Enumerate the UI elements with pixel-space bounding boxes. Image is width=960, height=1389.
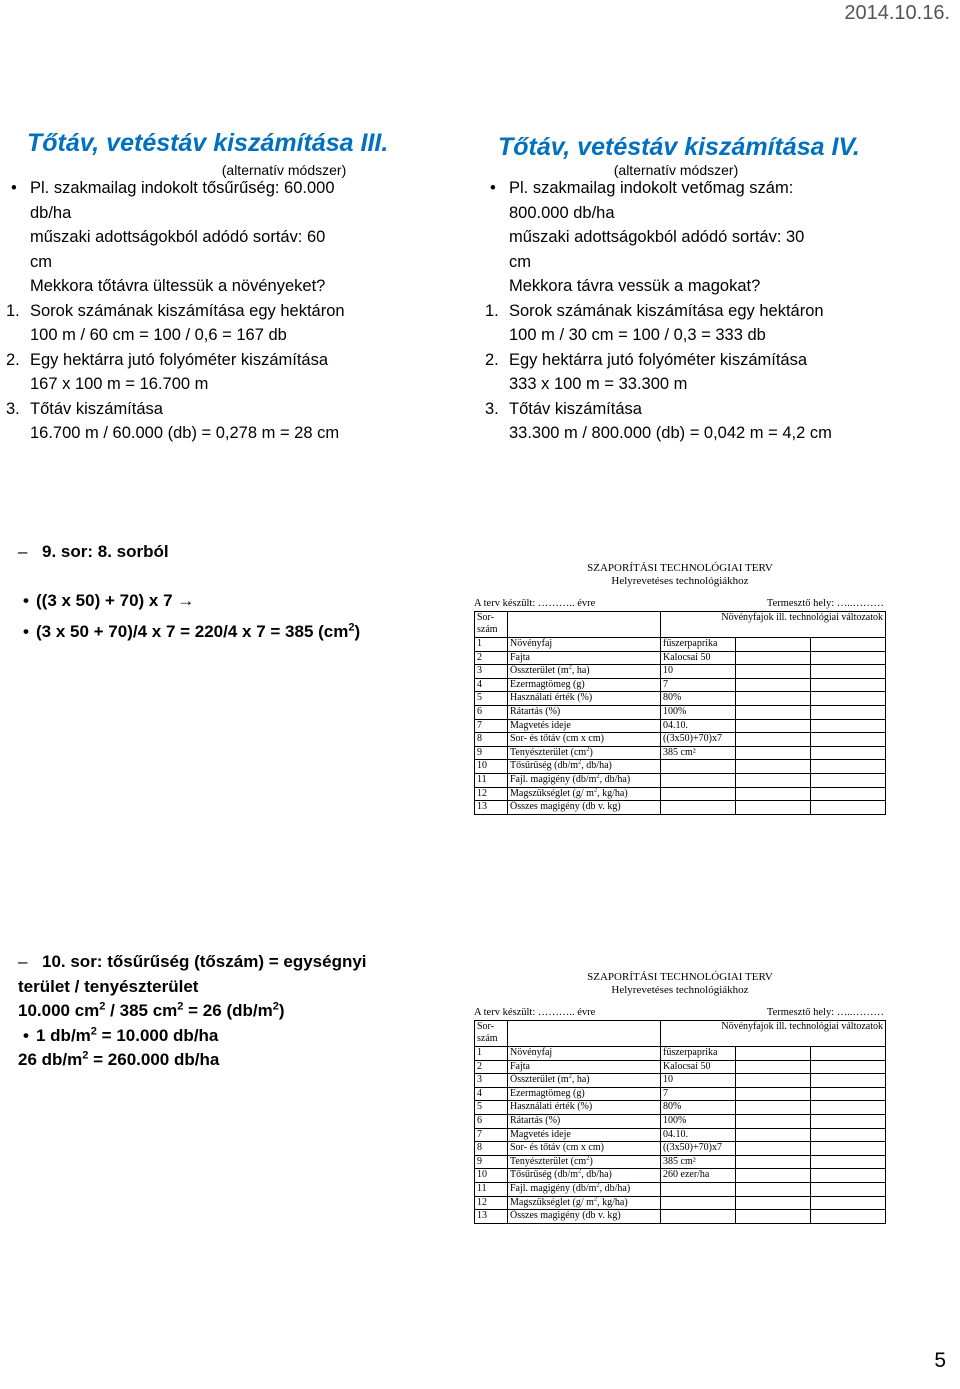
row-value-empty — [811, 1210, 886, 1224]
row-value-empty — [811, 760, 886, 774]
row-value: 80% — [661, 1101, 736, 1115]
plan-table — [474, 611, 886, 815]
row-value-empty — [736, 733, 811, 747]
row-value: Kalocsai 50 — [661, 651, 736, 665]
row-number: 5 — [475, 1101, 508, 1115]
row-value-empty — [736, 787, 811, 801]
slide3-line: 100 m / 60 cm = 100 / 0,6 = 167 db — [30, 326, 287, 344]
header-cell — [508, 612, 661, 638]
slide5-body — [18, 540, 384, 645]
row-number: 11 — [475, 773, 508, 787]
row-label: Ezermagtömeg (g) — [508, 1087, 661, 1101]
row-value: fűszerpaprika — [661, 1047, 736, 1061]
row-number: 3 — [475, 665, 508, 679]
table-row — [475, 651, 886, 665]
row-number: 9 — [475, 1155, 508, 1169]
row-number: 6 — [475, 705, 508, 719]
row-value-empty — [811, 692, 886, 706]
row-number: 7 — [475, 1128, 508, 1142]
row-value-empty — [811, 1047, 886, 1061]
row-value-empty — [811, 1101, 886, 1115]
row-label: Összes magigény (db v. kg) — [508, 1210, 661, 1224]
row-label: Tenyészterület $(cm^2)$ — [508, 746, 661, 760]
arrow-icon: → — [177, 590, 195, 610]
row-value-empty — [736, 651, 811, 665]
print-date: 2014.10.16. — [844, 2, 950, 24]
slide3-line: 16.700 m / 60.000 (db) = 0,278 m = 28 cm — [30, 424, 340, 442]
slide3-subtitle: (alternatív módszer) — [221, 162, 347, 178]
row-label: Fajl. magigény ($db/m^2$, db/ha) — [508, 773, 661, 787]
row-number: 6 — [475, 1114, 508, 1128]
row-number: 13 — [475, 801, 508, 815]
row-value-empty — [736, 638, 811, 652]
table-row — [475, 719, 886, 733]
row-number: 3 — [475, 1074, 508, 1088]
row-label: Rátartás (%) — [508, 1114, 661, 1128]
row-value-empty — [736, 1210, 811, 1224]
table-row — [475, 1142, 886, 1156]
slide4-line: cm — [509, 252, 531, 271]
table-row — [475, 1128, 886, 1142]
row-value-empty — [811, 1087, 886, 1101]
row-number: 1 — [475, 638, 508, 652]
row-value — [661, 801, 736, 815]
slide3-body — [6, 176, 345, 446]
list-number: 3. — [485, 399, 499, 418]
row-label: Fajta — [508, 651, 661, 665]
row-value: ((3x50)+70)x7 — [661, 1142, 736, 1156]
row-value-empty — [736, 719, 811, 733]
row-label: Használati érték (%) — [508, 692, 661, 706]
table-row — [475, 760, 886, 774]
dash-icon: – — [18, 952, 28, 971]
row-number: 12 — [475, 787, 508, 801]
row-value-empty — [736, 1060, 811, 1074]
row-number: 4 — [475, 1087, 508, 1101]
row-value-empty — [811, 705, 886, 719]
row-value-empty — [811, 773, 886, 787]
list-number: 2. — [485, 350, 499, 369]
slide6-line: 26 $db/m^2 = 260.000$ db/ha — [18, 1049, 220, 1069]
table-row — [475, 1182, 886, 1196]
row-value: 7 — [661, 1087, 736, 1101]
slide4-line: 2. Egy hektárra jutó folyóméter kiszámítása — [509, 348, 832, 373]
table-row — [475, 1196, 886, 1210]
dash-icon: – — [18, 542, 28, 561]
row-value: 10 — [661, 1074, 736, 1088]
header-cell — [508, 1021, 661, 1047]
row-value-empty — [736, 1101, 811, 1115]
row-value-empty — [811, 746, 886, 760]
row-label: Tősűrűség ($db/m^2$, db/ha) — [508, 760, 661, 774]
row-label: Növényfaj — [508, 1047, 661, 1061]
slide5-heading: – 9. sor: 8. sorból — [42, 540, 384, 565]
list-number: 1. — [485, 301, 499, 320]
row-value-empty — [811, 1196, 886, 1210]
row-value: 04.10. — [661, 1128, 736, 1142]
slide3-line: 1. Sorok számának kiszámítása egy hektáron — [30, 299, 345, 324]
plan-meta — [474, 1007, 886, 1019]
row-value: 385 cm² — [661, 746, 736, 760]
slide6-line: 10.000 $cm^2 / 385$ $cm^2 = 26$ $(db/m^2)$ — [18, 1000, 285, 1020]
row-number: 1 — [475, 1047, 508, 1061]
slide5-line: • ((3 x 50) + 70) x 7 → — [18, 589, 360, 614]
row-value-empty — [811, 1182, 886, 1196]
row-number: 7 — [475, 719, 508, 733]
row-value — [661, 1210, 736, 1224]
plan-title: SZAPORÍTÁSI TECHNOLÓGIAI TERV — [587, 971, 773, 983]
row-label: Magszükséglet (g/ $m^2$, kg/ha) — [508, 787, 661, 801]
slide3-line: cm — [30, 252, 52, 271]
row-value-empty — [736, 746, 811, 760]
row-value: 385 cm² — [661, 1155, 736, 1169]
header-cell: Növényfajok ill. technológiai változatok — [661, 1021, 886, 1047]
slide4-line: Mekkora távra vessük a magokat? — [509, 277, 761, 295]
slide3-line: Mekkora tőtávra ültessük a növényeket? — [30, 277, 326, 295]
slide4-line: 33.300 m / 800.000 (db) = 0,042 m = 4,2 cm — [509, 424, 832, 442]
bullet-icon: • — [490, 179, 496, 197]
row-value — [661, 1196, 736, 1210]
row-value: 04.10. — [661, 719, 736, 733]
row-value-empty — [811, 1128, 886, 1142]
slide3-line: 3. Tőtáv kiszámítása — [30, 397, 345, 422]
table-row — [475, 705, 886, 719]
row-value: ((3x50)+70)x7 — [661, 733, 736, 747]
plan-subtitle: Helyrevetéses technológiákhoz — [611, 984, 749, 996]
table-row — [475, 801, 886, 815]
slide6-body — [18, 950, 367, 1073]
page-number: 5 — [934, 1349, 946, 1372]
row-value-empty — [811, 1169, 886, 1183]
table-row — [475, 746, 886, 760]
row-label: Használati érték (%) — [508, 1101, 661, 1115]
row-number: 2 — [475, 1060, 508, 1074]
row-label: Ezermagtömeg (g) — [508, 678, 661, 692]
table-header-row — [475, 612, 886, 638]
row-value-empty — [811, 678, 886, 692]
row-number: 11 — [475, 1182, 508, 1196]
slide4-body — [485, 176, 832, 446]
slide3-line: műszaki adottságokból adódó sortáv: 60 — [30, 228, 326, 246]
slide4-line: műszaki adottságokból adódó sortáv: 30 — [509, 228, 805, 246]
plan-table-block — [474, 971, 886, 1224]
table-row — [475, 665, 886, 679]
table-row — [475, 1155, 886, 1169]
slide4-line: 333 x 100 m = 33.300 m — [509, 375, 688, 393]
row-value-empty — [811, 801, 886, 815]
row-value: Kalocsai 50 — [661, 1060, 736, 1074]
row-number: 9 — [475, 746, 508, 760]
row-value-empty — [736, 1142, 811, 1156]
row-value-empty — [811, 1142, 886, 1156]
row-value-empty — [736, 1182, 811, 1196]
plan-place: Termesztő hely: …..……… — [766, 598, 884, 609]
plan-table-block — [474, 562, 886, 815]
row-value-empty — [811, 651, 886, 665]
row-value-empty — [736, 1047, 811, 1061]
header-cell: Növényfajok ill. technológiai változatok — [661, 612, 886, 638]
slide4-line: 800.000 db/ha — [509, 203, 615, 222]
slide4-line: 100 m / 30 cm = 100 / 0,3 = 333 db — [509, 326, 766, 344]
row-value-empty — [811, 1114, 886, 1128]
plan-year: A terv készült: ……….. évre — [474, 1007, 596, 1018]
bullet-icon: • — [23, 1025, 29, 1045]
row-value — [661, 760, 736, 774]
bullet-icon: • — [23, 622, 29, 641]
row-label: Összterület ($m^2$, ha) — [508, 1074, 661, 1088]
list-number: 2. — [6, 350, 20, 369]
slide6-line: • 1 $db/m^2 = 10.000$ db/ha — [18, 1024, 367, 1049]
table-row — [475, 1169, 886, 1183]
row-number: 12 — [475, 1196, 508, 1210]
slide4-title: Tőtáv, vetéstáv kiszámítása IV. — [498, 133, 860, 161]
row-value-empty — [736, 801, 811, 815]
row-number: 2 — [475, 651, 508, 665]
header-cell: Sor- szám — [475, 612, 508, 638]
table-row — [475, 678, 886, 692]
row-value-empty — [736, 760, 811, 774]
plan-meta — [474, 598, 886, 610]
row-value: 80% — [661, 692, 736, 706]
row-value-empty — [736, 665, 811, 679]
slide3-line: db/ha — [30, 203, 72, 222]
row-label: Sor- és tőtáv (cm x cm) — [508, 733, 661, 747]
row-label: Magszükséglet (g/ $m^2$, kg/ha) — [508, 1196, 661, 1210]
table-row — [475, 1060, 886, 1074]
bullet-icon: • — [11, 179, 17, 197]
row-value: fűszerpaprika — [661, 638, 736, 652]
row-value-empty — [811, 719, 886, 733]
table-row — [475, 1101, 886, 1115]
row-label: Összterület ($m^2$, ha) — [508, 665, 661, 679]
plan-table — [474, 1020, 886, 1224]
row-value — [661, 1182, 736, 1196]
table-row — [475, 773, 886, 787]
list-number: 1. — [6, 301, 20, 320]
plan-year: A terv készült: ……….. évre — [474, 598, 596, 609]
slide3-title: Tőtáv, vetéstáv kiszámítása III. — [27, 129, 389, 157]
slide4-line: 1. Sorok számának kiszámítása egy hektáron — [509, 299, 832, 324]
row-number: 5 — [475, 692, 508, 706]
table-row — [475, 787, 886, 801]
slide3-line: • Pl. szakmailag indokolt tősűrűség: 60.000 — [30, 176, 345, 201]
row-value: 10 — [661, 665, 736, 679]
row-number: 4 — [475, 678, 508, 692]
row-value-empty — [736, 1155, 811, 1169]
row-label: Összes magigény (db v. kg) — [508, 801, 661, 815]
row-label: Tenyészterület $(cm^2)$ — [508, 1155, 661, 1169]
slide6-heading: terület / tenyészterület — [18, 976, 199, 996]
row-value: 7 — [661, 678, 736, 692]
slide4-subtitle: (alternatív módszer) — [613, 162, 739, 178]
table-row — [475, 1114, 886, 1128]
row-label: Fajta — [508, 1060, 661, 1074]
table-row — [475, 1047, 886, 1061]
row-number: 8 — [475, 733, 508, 747]
row-number: 13 — [475, 1210, 508, 1224]
slide3-line: 2. Egy hektárra jutó folyóméter kiszámítása — [30, 348, 345, 373]
row-label: Növényfaj — [508, 638, 661, 652]
plan-place: Termesztő hely: …..……… — [766, 1007, 884, 1018]
row-label: Fajl. magigény ($db/m^2$, db/ha) — [508, 1182, 661, 1196]
table-row — [475, 1074, 886, 1088]
row-value-empty — [736, 705, 811, 719]
plan-subtitle: Helyrevetéses technológiákhoz — [611, 575, 749, 587]
row-value-empty — [811, 665, 886, 679]
slide3-line: 167 x 100 m = 16.700 m — [30, 375, 209, 393]
table-row — [475, 1210, 886, 1224]
row-value: 100% — [661, 705, 736, 719]
row-number: 10 — [475, 1169, 508, 1183]
plan-title: SZAPORÍTÁSI TECHNOLÓGIAI TERV — [587, 562, 773, 574]
row-label: Magvetés ideje — [508, 719, 661, 733]
slide5-line: • (3 x 50 + 70)/4 x 7 = 220/4 x 7 = 385 $(cm^2)$ — [18, 620, 360, 645]
row-value-empty — [736, 1114, 811, 1128]
list-number: 3. — [6, 399, 20, 418]
row-value-empty — [811, 1060, 886, 1074]
row-value-empty — [736, 1196, 811, 1210]
row-value-empty — [736, 1169, 811, 1183]
row-value-empty — [811, 1074, 886, 1088]
row-value-empty — [811, 638, 886, 652]
row-label: Magvetés ideje — [508, 1128, 661, 1142]
row-label: Rátartás (%) — [508, 705, 661, 719]
row-number: 8 — [475, 1142, 508, 1156]
table-row — [475, 1087, 886, 1101]
row-value-empty — [811, 787, 886, 801]
slide4-line: 3. Tőtáv kiszámítása — [509, 397, 832, 422]
row-value — [661, 773, 736, 787]
row-value-empty — [736, 678, 811, 692]
row-value-empty — [736, 1087, 811, 1101]
row-value-empty — [736, 1074, 811, 1088]
table-row — [475, 638, 886, 652]
header-cell: Sor- szám — [475, 1021, 508, 1047]
row-value-empty — [736, 773, 811, 787]
row-value-empty — [736, 692, 811, 706]
row-number: 10 — [475, 760, 508, 774]
row-value — [661, 787, 736, 801]
table-row — [475, 692, 886, 706]
row-label: Tősűrűség ($db/m^2$, db/ha) — [508, 1169, 661, 1183]
row-value-empty — [736, 1128, 811, 1142]
row-value: 260 ezer/ha — [661, 1169, 736, 1183]
row-value-empty — [811, 733, 886, 747]
slide4-line: • Pl. szakmailag indokolt vetőmag szám: — [509, 176, 832, 201]
table-header-row — [475, 1021, 886, 1047]
row-value-empty — [811, 1155, 886, 1169]
row-value: 100% — [661, 1114, 736, 1128]
bullet-icon: • — [23, 590, 29, 610]
slide6-heading: – 10. sor: tősűrűség (tőszám) = egységnyi — [42, 950, 367, 975]
table-row — [475, 733, 886, 747]
row-label: Sor- és tőtáv (cm x cm) — [508, 1142, 661, 1156]
